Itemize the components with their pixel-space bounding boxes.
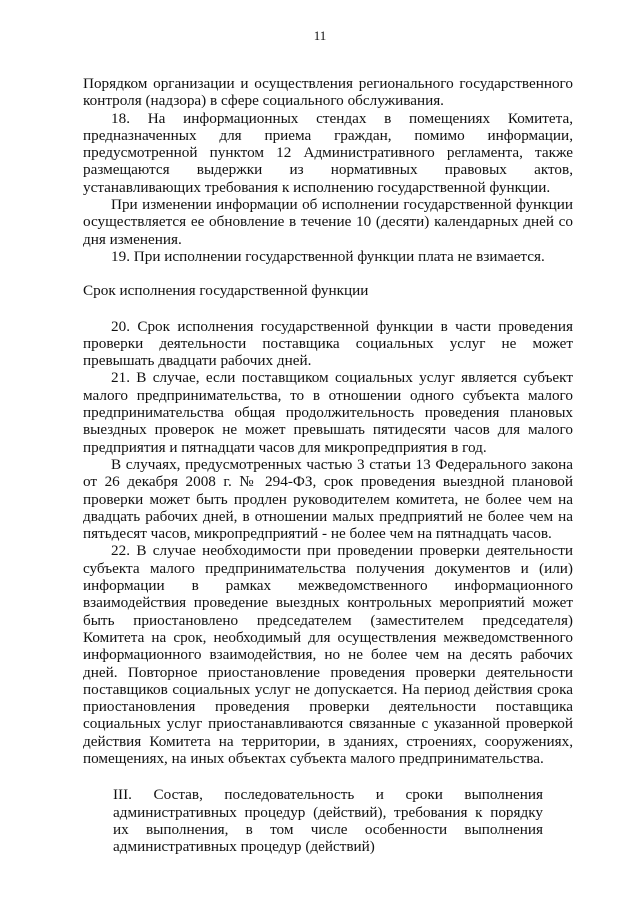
paragraph-20: 20. Срок исполнения государственной функции в части проведения проверки деятельности поставщика социальных услуг не может превышать двадцати рабочих дней. (83, 317, 573, 370)
paragraph-22: 22. В случае необходимости при проведении проверки деятельности субъекта малого предпринимательства получения документов и (или) информации в рамках межведомственного информационного взаимодействия проведение выездных контрольных мероприятий может быть приостановлено председателем (заместителем председателя) Комитета на срок, необходимый для осуществления межведомственного информационного взаимодействия, но не более чем на десять рабочих дней. Повторное приостановление проведения проверки деятельности поставщиков социальных услуг не допускается. На период действия срока приостановления проведения проверки деятельности поставщика социальных услуг приостанавливаются связанные с указанной проверкой действия Комитета на территории, в зданиях, строениях, сооружениях, помещениях, на иных объектах субъекта малого предпринимательства. (83, 542, 573, 767)
document-body (83, 75, 573, 855)
paragraph-info-update: При изменении информации об исполнении государственной функции осуществляется ее обновление в течение 10 (десяти) календарных дней со дня изменения. (83, 196, 573, 248)
paragraph-extension: В случаях, предусмотренных частью 3 статьи 13 Федерального закона от 26 декабря 2008 г. № 294-ФЗ, срок проведения выездной плановой проверки может быть продлен руководителем комитета, не более чем на двадцать рабочих дней, в отношении малых предприятий не более чем на пятьдесят часов, микропредприятий - не более чем на пятнадцать часов. (83, 455, 573, 543)
paragraph-21: 21. В случае, если поставщиком социальных услуг является субъект малого предпринимательства, то в отношении одного субъекта малого предпринимательства общая продолжительность проведения плановых выездных проверок не может превышать пятидесяти часов для малого предприятия и пятнадцати часов для микропредприятия в год. (83, 369, 573, 456)
page-number: 11 (313, 28, 327, 43)
section-heading-term: Срок исполнения государственной функции (83, 282, 369, 300)
paragraph-18: 18. На информационных стендах в помещениях Комитета, предназначенных для приема граждан, помимо информации, предусмотренной пунктом 12 Административного регламента, также размещаются выдержки из нормативных правовых актов, устанавливающих требования к исполнению государственной функции. (83, 109, 573, 196)
paragraph-19: 19. При исполнении государственной функции плата не взимается. (111, 247, 545, 265)
paragraph-continuation: Порядком организации и осуществления регионального государственного контроля (надзора) в сфере социального обслуживания. (83, 75, 573, 110)
section-heading-iii: III. Состав, последовательность и сроки выполнения административных процедур (действий), требования к порядку их выполнения, в том числе особенности выполнения административных процедур (действий) (113, 786, 543, 856)
